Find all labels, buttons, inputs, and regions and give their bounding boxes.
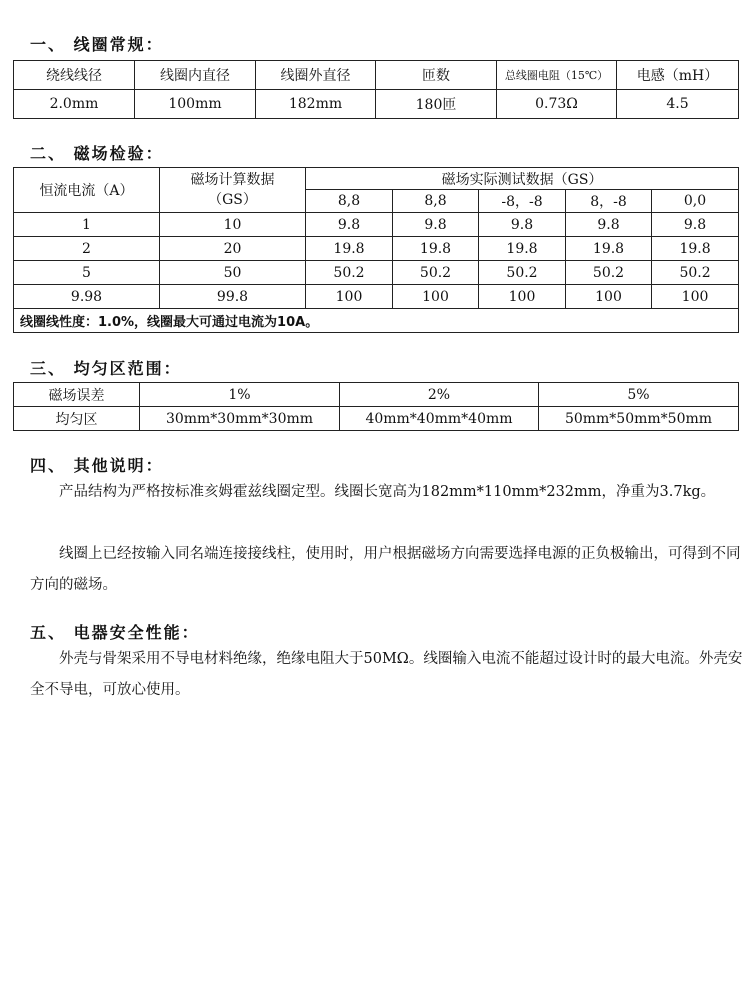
position-cell: 8，-8 bbox=[566, 190, 652, 213]
position-cell: 8,8 bbox=[306, 190, 393, 213]
calc-header-line1: 磁场计算数据 bbox=[190, 172, 275, 188]
table-cell: 9.8 bbox=[393, 213, 479, 237]
calc-header-line2: （GS） bbox=[208, 192, 257, 208]
table-cell: 50.2 bbox=[652, 261, 739, 285]
table-cell: 50.2 bbox=[479, 261, 566, 285]
table-cell: 19.8 bbox=[393, 237, 479, 261]
table-row bbox=[14, 285, 739, 309]
other-notes-paragraph-2: 线圈上已经按输入同名端连接接线柱，使用时，用户根据磁场方向需要选择电源的正负极输出，可得到不同方向的磁场。 bbox=[30, 546, 741, 593]
table-cell: 0.73Ω bbox=[497, 90, 617, 119]
table-cell: 4.5 bbox=[617, 90, 739, 119]
table-cell: 2 bbox=[14, 237, 160, 261]
table-header-cell: 线圈外直径 bbox=[256, 61, 376, 90]
current-header-cell: 恒流电流（A） bbox=[14, 168, 160, 213]
position-cell: 0,0 bbox=[652, 190, 739, 213]
table-header-row bbox=[14, 168, 739, 190]
table-cell: 50 bbox=[160, 261, 306, 285]
table-cell: 182mm bbox=[256, 90, 376, 119]
table-row bbox=[14, 213, 739, 237]
table-cell: 9.8 bbox=[566, 213, 652, 237]
table-cell: 1% bbox=[140, 383, 340, 407]
table-header-cell: 电感（mH） bbox=[617, 61, 739, 90]
uniform-range-table bbox=[13, 382, 739, 431]
table-cell: 9.8 bbox=[306, 213, 393, 237]
table-cell: 50.2 bbox=[566, 261, 652, 285]
table-cell: 1 bbox=[14, 213, 160, 237]
table-cell: 20 bbox=[160, 237, 306, 261]
table-cell: 100 bbox=[306, 285, 393, 309]
table-cell: 50.2 bbox=[393, 261, 479, 285]
table-cell: 100 bbox=[479, 285, 566, 309]
table-cell: 50.2 bbox=[306, 261, 393, 285]
coil-spec-table bbox=[13, 60, 739, 119]
table-row bbox=[14, 407, 739, 431]
table-cell: 10 bbox=[160, 213, 306, 237]
table-cell: 9.98 bbox=[14, 285, 160, 309]
table-cell: 5 bbox=[14, 261, 160, 285]
table-cell: 19.8 bbox=[306, 237, 393, 261]
section-title-uniform-range: 三、 均匀区范围： bbox=[30, 359, 182, 378]
table-header-cell: 绕线线径 bbox=[14, 61, 135, 90]
table-cell: 19.8 bbox=[652, 237, 739, 261]
position-cell: -8，-8 bbox=[479, 190, 566, 213]
section-title-electrical-safety: 五、 电器安全性能： bbox=[30, 623, 200, 642]
section-title-coil-general: 一、 线圈常规： bbox=[30, 35, 164, 54]
section-title-other-notes: 四、 其他说明： bbox=[30, 456, 164, 475]
other-notes-paragraph-1: 产品结构为严格按标准亥姆霍兹线圈定型。线圈长宽高为182mm*110mm*232mm，净重为3.7kg。 bbox=[59, 484, 716, 500]
table-cell: 19.8 bbox=[479, 237, 566, 261]
table-cell: 40mm*40mm*40mm bbox=[340, 407, 539, 431]
table-cell: 99.8 bbox=[160, 285, 306, 309]
table-note-row bbox=[14, 309, 739, 333]
table-cell: 2.0mm bbox=[14, 90, 135, 119]
table-cell: 30mm*30mm*30mm bbox=[140, 407, 340, 431]
field-test-table bbox=[13, 167, 739, 333]
table-cell: 磁场误差 bbox=[14, 383, 140, 407]
table-row bbox=[14, 383, 739, 407]
table-cell: 19.8 bbox=[566, 237, 652, 261]
section-title-field-test: 二、 磁场检验： bbox=[30, 144, 164, 163]
safety-paragraph: 外壳与骨架采用不导电材料绝缘，绝缘电阻大于50MΩ。线圈输入电流不能超过设计时的最大电流。外壳安全不导电，可放心使用。 bbox=[30, 651, 743, 698]
table-cell: 100mm bbox=[135, 90, 256, 119]
table-cell: 5% bbox=[539, 383, 739, 407]
table-cell: 100 bbox=[652, 285, 739, 309]
table-row bbox=[14, 90, 739, 119]
table-cell: 9.8 bbox=[479, 213, 566, 237]
measured-header-cell: 磁场实际测试数据（GS） bbox=[306, 168, 739, 190]
table-cell: 9.8 bbox=[652, 213, 739, 237]
table-cell: 100 bbox=[566, 285, 652, 309]
linearity-note: 线圈线性度：1.0%，线圈最大可通过电流为10A。 bbox=[14, 309, 739, 333]
table-header-cell: 匝数 bbox=[376, 61, 497, 90]
table-row bbox=[14, 237, 739, 261]
table-cell: 均匀区 bbox=[14, 407, 140, 431]
position-cell: 8,8 bbox=[393, 190, 479, 213]
table-cell: 2% bbox=[340, 383, 539, 407]
table-cell: 50mm*50mm*50mm bbox=[539, 407, 739, 431]
table-header-row bbox=[14, 61, 739, 90]
calc-header-cell bbox=[160, 168, 306, 213]
table-row bbox=[14, 261, 739, 285]
table-cell: 100 bbox=[393, 285, 479, 309]
table-cell: 180匝 bbox=[376, 90, 497, 119]
table-header-cell: 线圈内直径 bbox=[135, 61, 256, 90]
table-header-cell: 总线圈电阻（15℃） bbox=[497, 61, 617, 90]
